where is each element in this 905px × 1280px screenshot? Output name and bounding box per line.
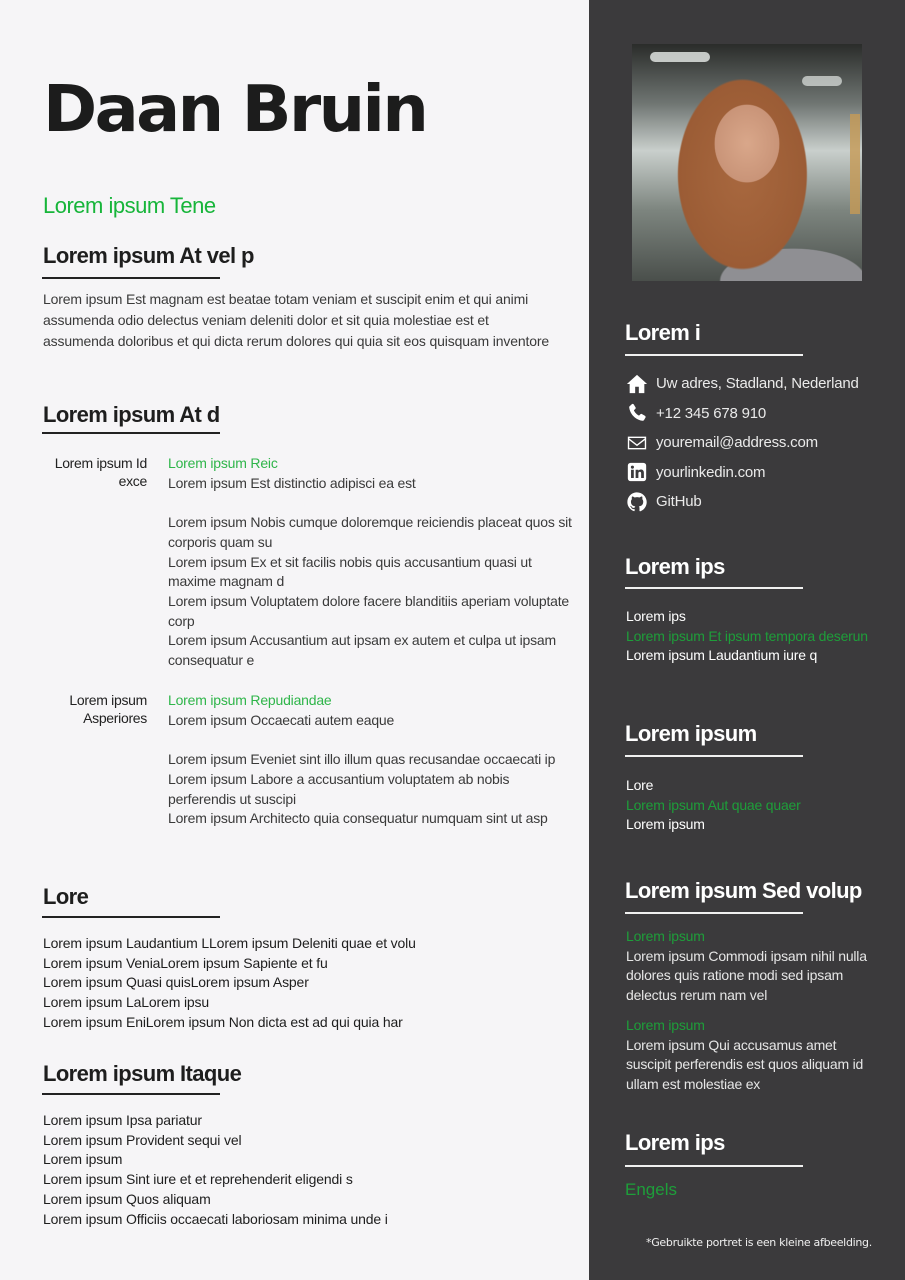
certification-title: Lorem ipsum: [626, 1016, 705, 1033]
skills-heading: Lorem ips: [625, 554, 725, 579]
certifications-divider: [625, 912, 803, 914]
contact-linkedin[interactable]: [625, 458, 859, 488]
envelope-icon: [625, 431, 649, 455]
education-item: Lorem ipsum Laudantium LLorem ipsum Deleniti quae et volu: [43, 935, 416, 951]
experience-bullet: Lorem ipsum Accusantium aut ipsam ex autem et culpa ut ipsam consequatur e: [168, 632, 556, 669]
experience-divider: [42, 432, 220, 434]
contact-linkedin-text: yourlinkedin.com: [656, 463, 766, 481]
contact-divider: [625, 354, 803, 356]
candidate-name: Daan Bruin: [43, 73, 427, 147]
contact-list: [625, 369, 859, 517]
profile-text: Lorem ipsum Est magnam est beatae totam veniam et suscipit enim et qui animi assumenda odio delectus veniam deleniti dolor et sit quia molestiae est et assumenda doloribus et qui dicta rerum dolores qui quia sit eos quisquam inventore: [43, 291, 549, 349]
experience-period: Lorem ipsum Id exce: [54, 455, 147, 489]
home-icon: [625, 372, 649, 396]
education-item: Lorem ipsum EniLorem ipsum Non dicta est ad qui quia har: [43, 1013, 403, 1030]
contact-github-text: GitHub: [656, 493, 702, 511]
experience-company: Lorem ipsum Occaecati autem eaque: [168, 711, 395, 728]
certification-text: Lorem ipsum Qui accusamus amet suscipit perferendis est quos aliquam id ullam est molestiae ex: [626, 1036, 864, 1092]
languages-divider: [625, 1165, 803, 1167]
profile-heading: Lorem ipsum At vel p: [43, 243, 254, 268]
interest-detail: Lorem ipsum: [626, 816, 705, 833]
contact-address-text: Uw adres, Stadland, Nederland: [656, 375, 859, 393]
project-item: Lorem ipsum Quos aliquam: [43, 1190, 211, 1207]
contact-email[interactable]: [625, 428, 859, 458]
contact-address: [625, 369, 859, 399]
experience-period: Lorem ipsum Asperiores: [69, 692, 147, 726]
certification-text: Lorem ipsum Commodi ipsam nihil nulla dolores quis ratione modi sed ipsam delectus rerum nam vel: [626, 947, 867, 1004]
skill-highlight: Lorem ipsum Et ipsum tempora deserun: [626, 627, 868, 644]
interest-title: Lore: [626, 777, 654, 793]
job-title: Lorem ipsum Tene: [43, 193, 216, 218]
education-item: Lorem ipsum Quasi quisLorem ipsum Asper: [43, 974, 309, 991]
projects-heading: Lorem ipsum Itaque: [43, 1061, 242, 1086]
sidebar: [589, 0, 905, 1280]
education-divider: [42, 916, 220, 918]
education-list: [43, 934, 416, 1033]
experience-company: Lorem ipsum Est distinctio adipisci ea est: [168, 474, 416, 491]
portrait-photo: [632, 44, 862, 281]
project-item: Lorem ipsum Provident sequi vel: [43, 1131, 242, 1148]
project-item: Lorem ipsum Officiis occaecati laboriosam minima unde i: [43, 1210, 388, 1227]
contact-heading: Lorem i: [625, 320, 701, 345]
contact-email-text: youremail@address.com: [656, 434, 818, 452]
phone-icon: [625, 401, 649, 425]
experience-bullet: Lorem ipsum Architecto quia consequatur numquam sint ut asp: [168, 810, 548, 827]
project-item: Lorem ipsum Sint iure et et reprehenderit eligendi s: [43, 1171, 353, 1188]
project-item: Lorem ipsum: [43, 1151, 123, 1168]
skills-divider: [625, 587, 803, 589]
interest-highlight: Lorem ipsum Aut quae quaer: [626, 796, 801, 813]
experience-bullet: Lorem ipsum Voluptatem dolore facere blanditiis aperiam voluptate corp: [168, 592, 570, 629]
profile-divider: [42, 277, 220, 279]
project-item: Lorem ipsum Ipsa pariatur: [43, 1112, 202, 1128]
skills-list: [626, 607, 876, 666]
interests-divider: [625, 755, 803, 757]
experience-bullet: Lorem ipsum Labore a accusantium voluptatem ab nobis perferendis ut suscipi: [168, 770, 510, 807]
experience-heading: Lorem ipsum At d: [43, 402, 220, 427]
certification-title: Lorem ipsum: [626, 928, 705, 944]
education-item: Lorem ipsum LaLorem ipsu: [43, 994, 210, 1011]
education-heading: Lore: [43, 884, 89, 909]
github-icon: [625, 490, 649, 514]
certifications-heading: Lorem ipsum Sed volup: [625, 878, 862, 903]
certifications-list: [626, 927, 876, 1095]
contact-phone[interactable]: [625, 399, 859, 429]
language-item: Engels: [625, 1180, 677, 1199]
skill-title: Lorem ips: [626, 608, 686, 624]
experience-bullet: Lorem ipsum Nobis cumque doloremque reiciendis placeat quos sit corporis quam su: [168, 514, 572, 550]
experience-role: Lorem ipsum Repudiandae: [168, 692, 332, 708]
experience-bullet: Lorem ipsum Eveniet sint illo illum quas recusandae occaecati ip: [168, 751, 556, 768]
contact-phone-text: +12 345 678 910: [656, 404, 767, 422]
interests-heading: Lorem ipsum: [625, 721, 757, 746]
linkedin-icon: [625, 460, 649, 484]
experience-bullet: Lorem ipsum Ex et sit facilis nobis quis accusantium quasi ut maxime magnam d: [168, 553, 532, 590]
projects-divider: [42, 1093, 220, 1095]
skill-detail: Lorem ipsum Laudantium iure q: [626, 647, 818, 664]
experience-role: Lorem ipsum Reic: [168, 455, 278, 471]
education-item: Lorem ipsum VeniaLorem ipsum Sapiente et fu: [43, 954, 328, 971]
footnote: *Gebruikte portret is een kleine afbeelding.: [646, 1236, 872, 1249]
interests-list: [626, 776, 876, 835]
projects-list: [43, 1111, 388, 1229]
contact-github[interactable]: [625, 487, 859, 517]
languages-heading: Lorem ips: [625, 1130, 725, 1155]
